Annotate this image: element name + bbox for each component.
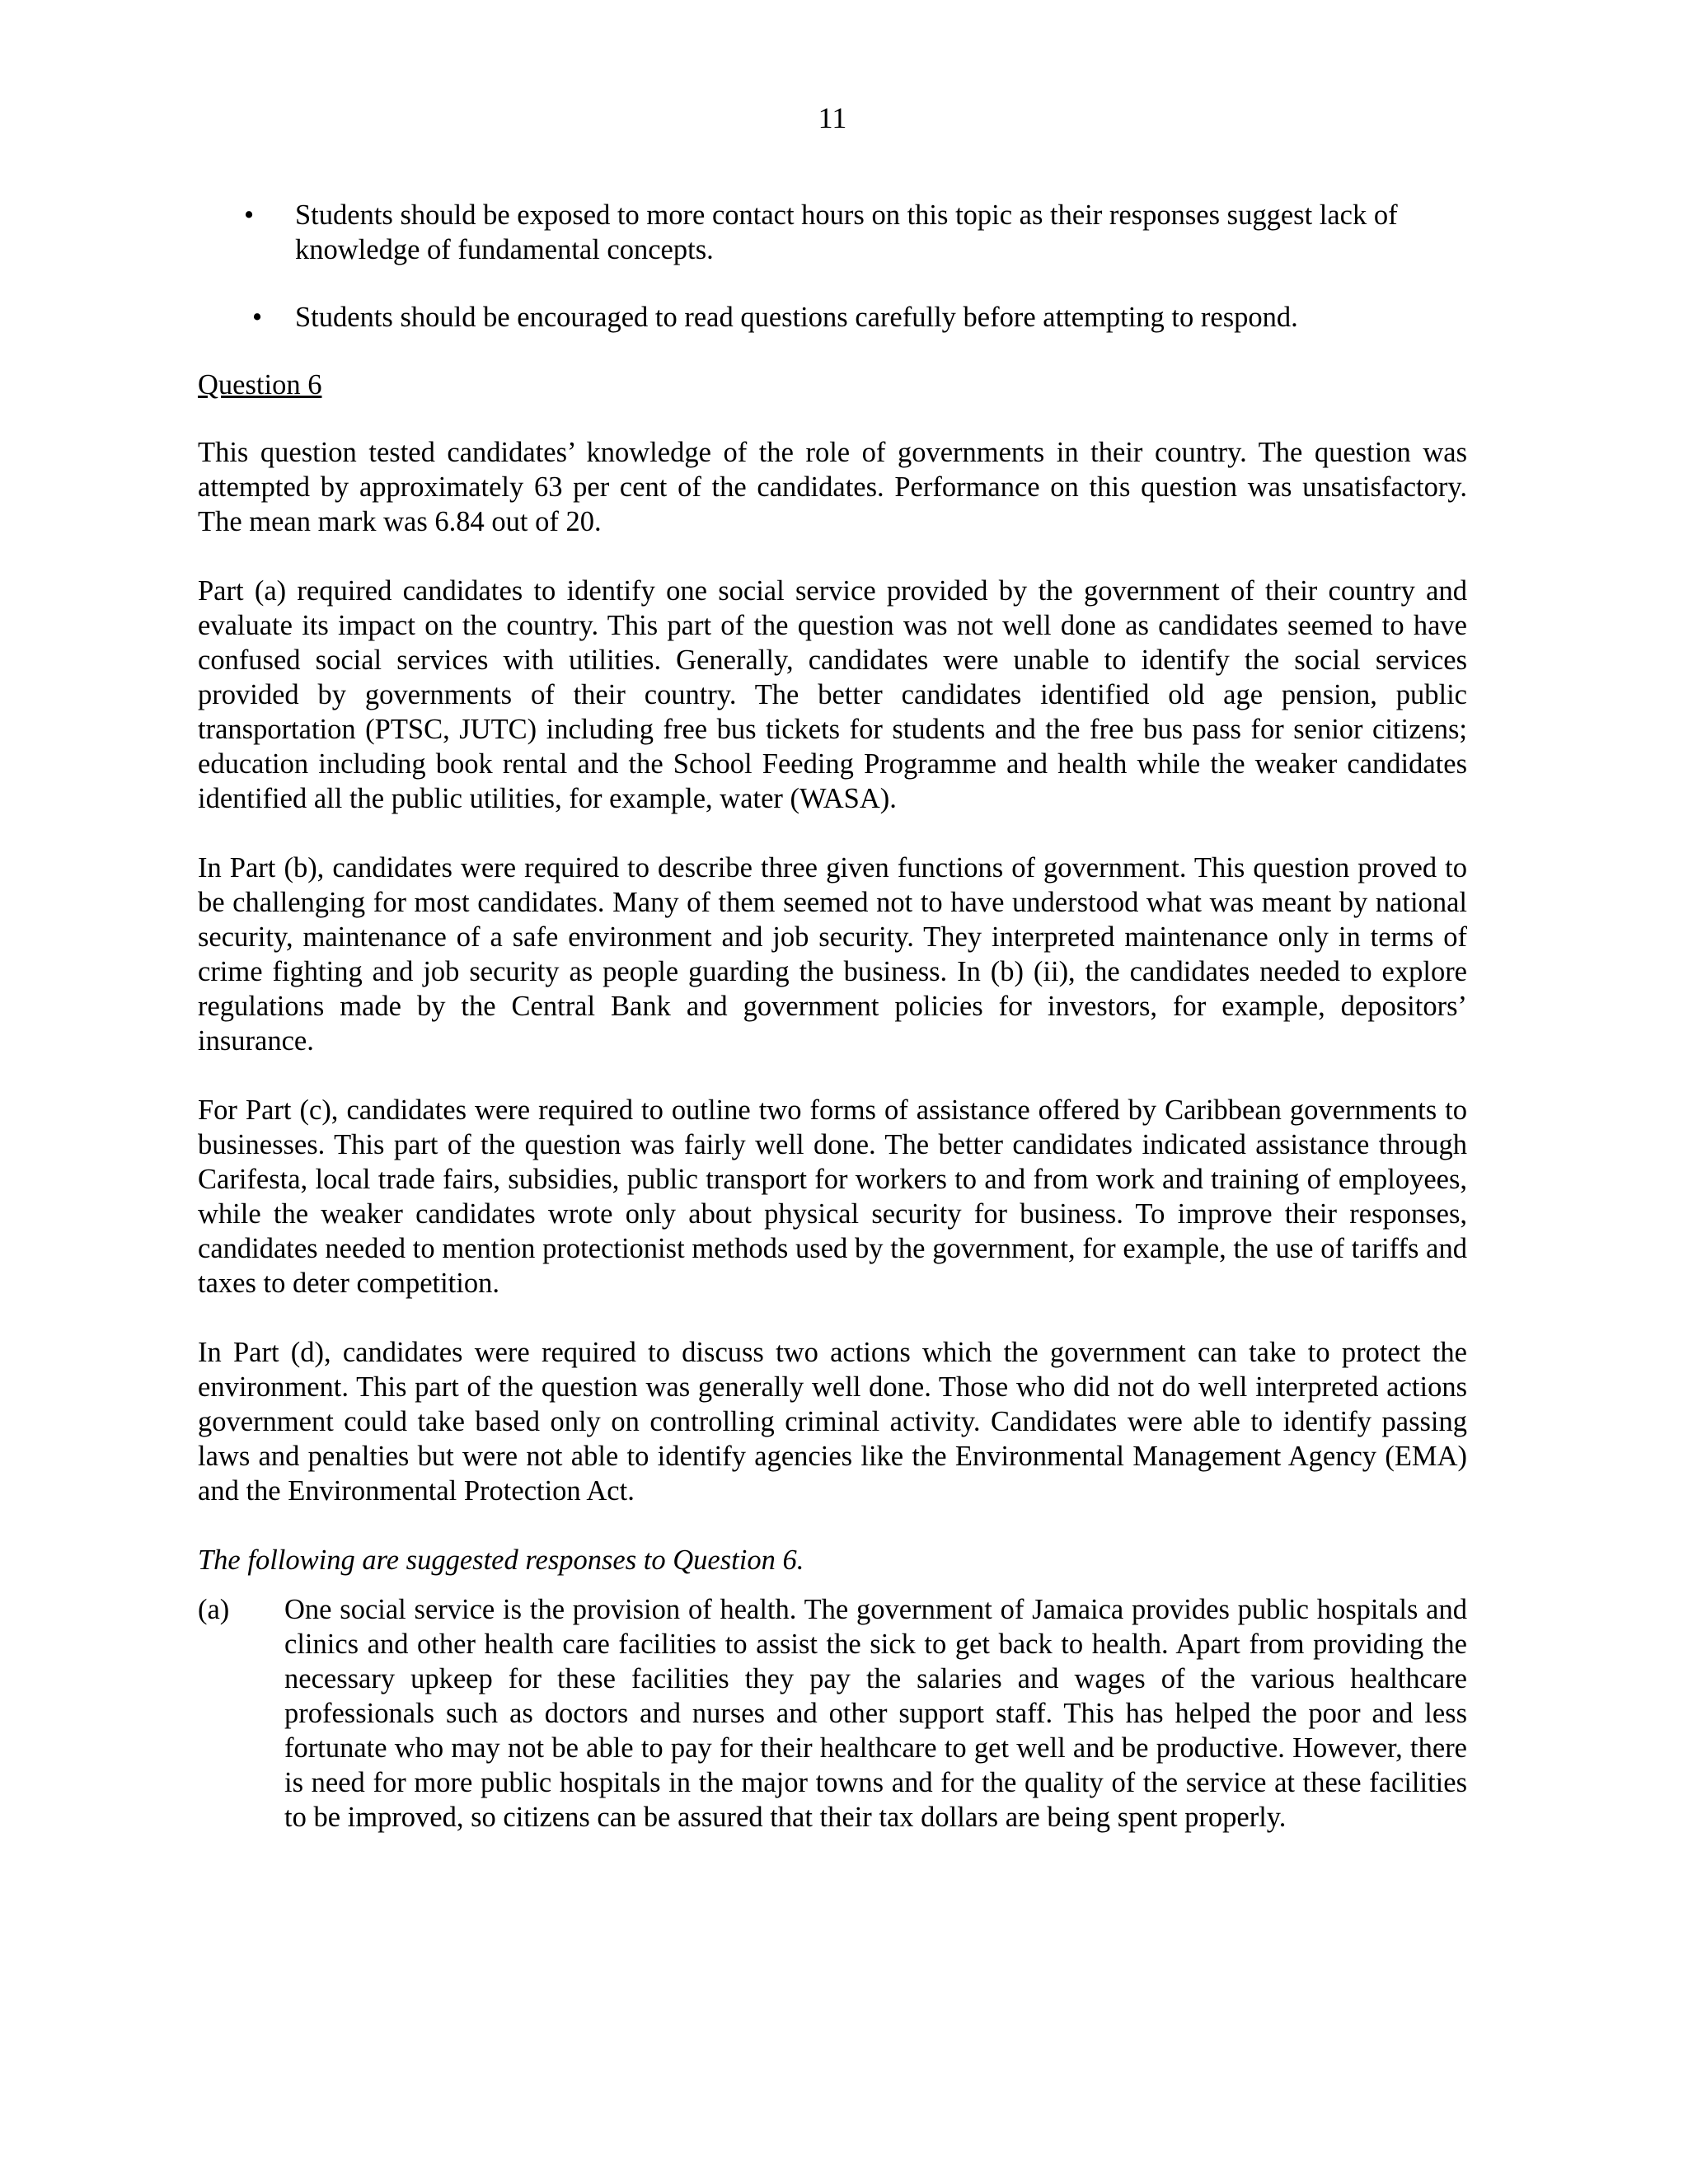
bullet-icon: • bbox=[252, 302, 263, 333]
suggested-responses-heading: The following are suggested responses to Question 6. bbox=[198, 1544, 804, 1576]
page-number: 11 bbox=[818, 101, 847, 134]
recommendation-item bbox=[198, 300, 1467, 335]
answer-text: One social service is the provision of health. The government of Jamaica provides public hospitals and clinics and other health care facilities to assist the sick to get back to health. Apart from providing the necessary upkeep for these facilities they pay the salaries and wages of the various healthcare professionals such as doctors and nurses and other support staff. This has helped the poor and less fortunate who may not be able to pay for their healthcare to get well and be productive. However, there is need for more public hospitals in the major towns and for the quality of the service at these facilities to be improved, so citizens can be assured that their tax dollars are being spent properly. bbox=[284, 1594, 1467, 1833]
paragraph-part-c: For Part (c), candidates were required to outline two forms of assistance offered by Caribbean governments to businesses. This part of the question was fairly well done. The better candidates indicated assistance through Carifesta, local trade fairs, subsidies, public transport for workers to and from work and training of employees, while the weaker candidates wrote only about physical security for business. To improve their responses, candidates needed to mention protectionist methods used by the government, for example, the use of tariffs and taxes to deter competition. bbox=[198, 1094, 1467, 1299]
recommendation-list bbox=[198, 198, 1467, 335]
suggested-answer bbox=[198, 1592, 1467, 1835]
recommendation-item bbox=[198, 198, 1467, 267]
answer-label: (a) bbox=[198, 1594, 230, 1625]
bullet-icon: • bbox=[244, 199, 255, 231]
paragraph-part-d: In Part (d), candidates were required to discuss two actions which the government can take to protect the environment. This part of the question was generally well done. Those who did not do well interpreted actions government could take based only on controlling criminal activity. Candidates were able to identify passing laws and penalties but were not able to identify agencies like the Environmental Management Agency (EMA) and the Environmental Protection Act. bbox=[198, 1337, 1467, 1507]
paragraph-overview: This question tested candidates’ knowledge of the role of governments in their country. The question was attempted by approximately 63 per cent of the candidates. Performance on this question was unsatisfactory. The mean mark was 6.84 out of 20. bbox=[198, 437, 1467, 537]
page-content bbox=[198, 198, 1467, 1835]
paragraph-part-a: Part (a) required candidates to identify one social service provided by the government of their country and evaluate its impact on the country. This part of the question was not well done as candidates seemed to have confused social services with utilities. Generally, candidates were unable to identify the social services provided by governments of their country. The better candidates identified old age pension, public transportation (PTSC, JUTC) including free bus tickets for students and the free bus pass for senior citizens; education including book rental and the School Feeding Programme and health while the weaker candidates identified all the public utilities, for example, water (WASA). bbox=[198, 575, 1467, 814]
recommendation-text: Students should be exposed to more contact hours on this topic as their responses suggest lack of knowledge of fundamental concepts. bbox=[295, 199, 1398, 265]
recommendation-text: Students should be encouraged to read questions carefully before attempting to respond. bbox=[295, 302, 1298, 333]
question-heading: Question 6 bbox=[198, 369, 322, 401]
paragraph-part-b: In Part (b), candidates were required to describe three given functions of government. This question proved to be challenging for most candidates. Many of them seemed not to have understood what was meant by national security, maintenance of a safe environment and job security. They interpreted maintenance only in terms of crime fighting and job security as people guarding the business. In (b) (ii), the candidates needed to explore regulations made by the Central Bank and government policies for investors, for example, depositors’ insurance. bbox=[198, 852, 1467, 1057]
